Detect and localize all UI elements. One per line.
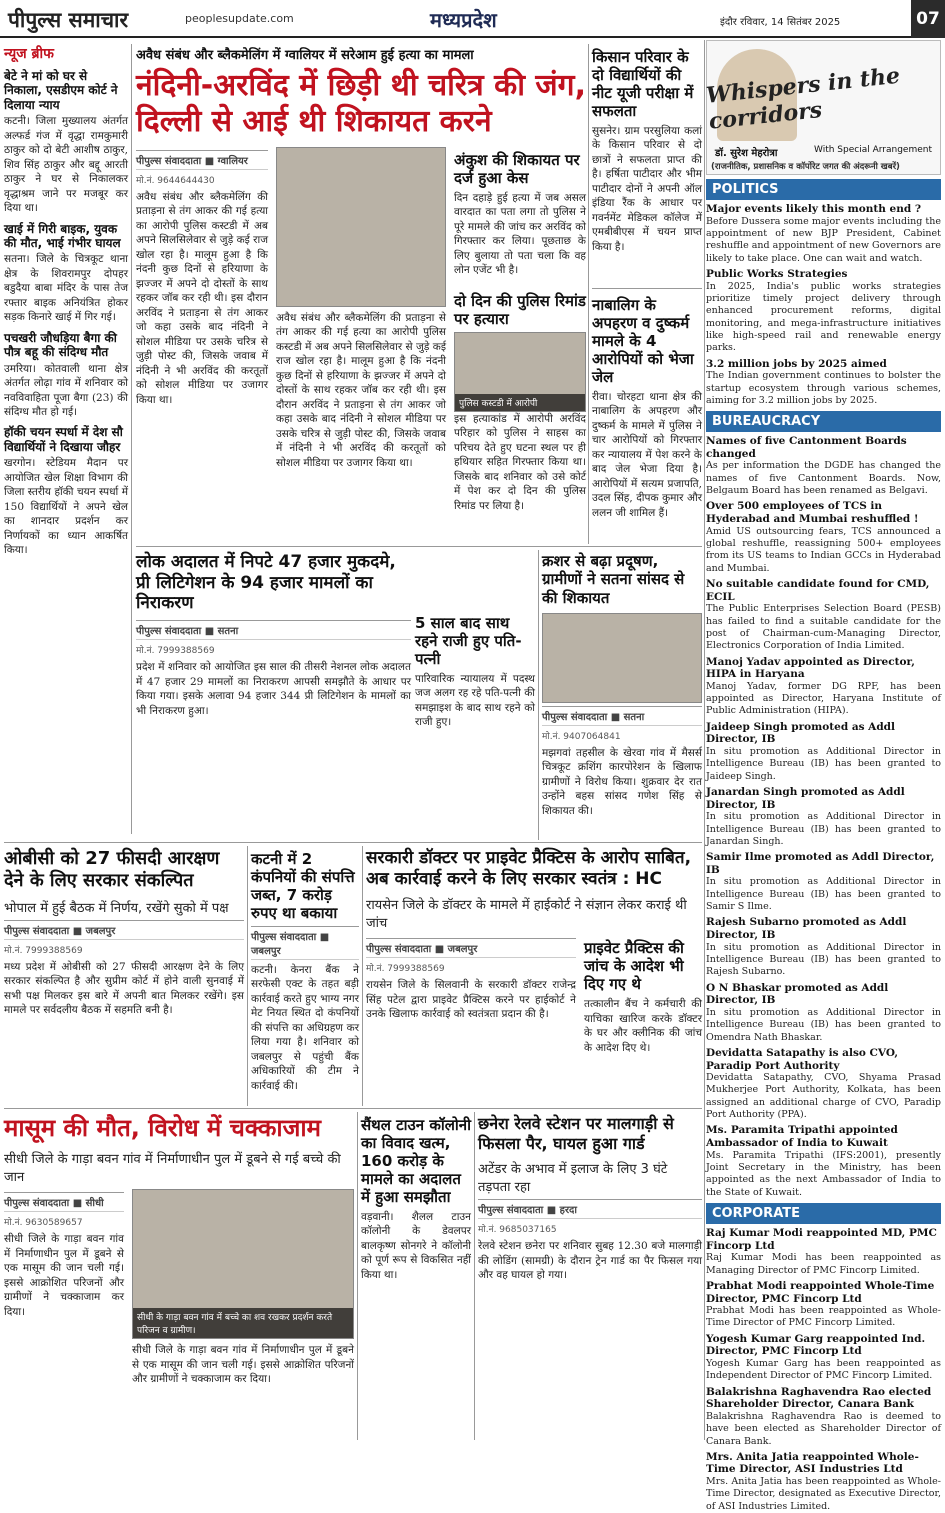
obc-headline: ओबीसी को 27 फीसदी आरक्षण देने के लिए सरकार संकल्पित — [4, 848, 220, 891]
whisper-item-text: Devidatta Satapathy, CVO, Shyama Prasad Mukherjee Port Authority, Kolkata, has been assigned an additional charge of CVO, Paradip Port Authority (PPA). — [706, 1072, 941, 1121]
whisper-item-text: Manoj Yadav, former DG RPF, has been appointed as Director, Haryana Institute of Public Administration (HIPA). — [706, 680, 941, 717]
adalat-side-title: 5 साल बाद साथ रहने राजी हुए पति-पत्नी — [415, 614, 522, 668]
protest-photo — [132, 1189, 354, 1339]
masum-story — [4, 1112, 354, 1440]
lead-side-text: दिन दहाड़े हुई हत्या में जब असल वारदात का पता लगा तो पुलिस ने पूरे मामले की जांच कर अरविंद को गिरफ्तार कर लिया। पूछताछ के लिए बुलाया तो पता चला कि वह लोन एजेंट भी है। — [454, 191, 586, 277]
columnist-name: डॉ. सुरेश मेहरोत्रा — [715, 148, 778, 159]
whisper-item-text: As per information the DGDE has changed the names of five Cantonment Boards. Now, Belgaum Board has been renamed as Belgavi. — [706, 460, 941, 497]
brief-text: उमरिया। कोतवाली थाना क्षेत्र अंतर्गत लोढ़ा गांव में शनिवार को नवविवाहिता पूजा बैगा (23) की संदिग्ध मौत हो गई। — [4, 362, 128, 418]
whisper-item-text: In situ promotion as Additional Director in Intelligence Bureau (IB) has been granted to Omendra Nath Bhaskar. — [706, 1006, 941, 1043]
section-header: CORPORATE — [706, 1203, 941, 1224]
whisper-item-title: No suitable candidate found for CMD, ECIL — [706, 578, 930, 603]
rail-headline: छनेरा रेलवे स्टेशन पर मालगाड़ी से फिसला पैर, घायल हुआ गार्ड — [478, 1114, 674, 1153]
colony-story — [361, 1112, 471, 1440]
minor-body: रीवा। चोरहटा थाना क्षेत्र की नाबालिग के अपहरण और दुष्कर्म के मामले में पुलिस ने चार आरोपियों को गिरफ्तार कर न्यायालय में पेश करने के बाद जेल भेजा दिया है। आरोपियों में सत्यम प्रजापति, उदल सिंह, दीपक कुमार और ललन जी शामिल हैं। — [592, 391, 702, 519]
whisper-item-title: Manoj Yadav appointed as Director, HIPA in Haryana — [706, 655, 915, 681]
whisper-item-text: Raj Kumar Modi has been reappointed as Managing Director of PMC Fincorp Limited. — [706, 1252, 941, 1276]
whisper-item-title: Prabhat Modi reappointed Whole-Time Director, PMC Fincorp Ltd — [706, 1279, 935, 1305]
whisper-item-title: Names of five Cantonment Boards changed — [706, 435, 907, 460]
obc-deck: भोपाल में हुई बैठक में निर्णय, रखेंगे सुको में पक्ष — [4, 900, 229, 916]
colony-body: वड़वानी। शैलल टाउन कॉलोनी के डेवलपर बालकृष्ण सोनगरे ने कॉलोनी को पूर्ण रूप से विकसित नहीं किया था। — [361, 1211, 471, 1281]
lead-body-cont: अवैध संबंध और ब्लैकमेलिंग की प्रताड़ना से तंग आकर की गई हत्या का आरोपी पुलिस कस्टडी में अब अपने सिलसिलेवार से जुड़े कई राज खोल रहा है। मालूम हुआ है कि नंदनी कुछ दिनों से हरियाणा के झज्जर में अपने दो दोस्तों के साथ रहकर जॉब कर रही थी। इस दौरान अरविंद ने प्रताड़ना से तंग आकर जो कहा उसके बाद नंदिनी ने सोशल मीडिया पर उसके चरित्र से जुड़ी पोस्ट की, जिसके जवाब में नंदिनी ने भी अरविंद की करतूतों को सोशल मीडिया पर उजागर किया था। — [276, 311, 446, 469]
adalat-side-text: पारिवारिक न्यायालय में पदस्थ जज अलग रह रहे पति-पत्नी की समझाइश के बाद साथ रहने को राजी हुए। — [415, 673, 535, 729]
whispers-brand: Whispers in the corridors — [704, 62, 902, 135]
whisper-item-title: Rajesh Subarno promoted as Addl Director, IB — [706, 916, 907, 942]
whisper-item-title: Ms. Paramita Tripathi appointed Ambassador of India to Kuwait — [706, 1124, 898, 1150]
rail-story — [478, 1112, 702, 1440]
brief-text: खरगोन। स्टेडियम मैदान पर आयोजित खेल शिक्षा विभाग की जिला स्तरीय हॉकी चयन स्पर्धा में 150 विद्यार्थियों ने अपने खेल का शानदार प्रदर्शन कर निर्णायकों का ध्यान आकर्षित किया। — [4, 457, 128, 557]
photo-caption: पुलिस कस्टडी में आरोपी — [455, 394, 585, 411]
crusher-photo — [542, 613, 702, 703]
minor-case-story — [592, 292, 702, 544]
whisper-item-text: In situ promotion as Additional Director in Intelligence Bureau (IB) has been granted to Janardan Singh. — [706, 811, 941, 847]
lead-side-title: अंकुश की शिकायत पर दर्ज हुआ केस — [454, 150, 580, 187]
whisper-item-text: Before Dussera some major events including the appointment of new BJP President, Cabinet reshuffle and appointment of new Governors are likely to take place. One can wait and watch. — [706, 215, 941, 264]
masum-deck: सीधी जिले के गाड़ा बवन गांव में निर्माणाधीन पुल में डूबने से गई बच्चे की जान — [4, 1152, 341, 1186]
rail-deck: अटेंडर के अभाव में इलाज के लिए 3 घंटे तड़पता रहा — [478, 1162, 668, 1196]
rail-body: रेलवे स्टेशन छनेरा पर शनिवार सुबह 12.30 बजे मालगाड़ी की लोडिंग (सामग्री) के दौरान ट्रेन गार्ड का पैर फिसल गया और वह घायल हो गया। — [478, 1240, 702, 1281]
katni-body: कटनी। केनरा बैंक ने सरफेसी एक्ट के तहत बड़ी कार्रवाई करते हुए भाग्य नगर मेट नियत स्थित दो कंपनियों की संपत्ति का अधिग्रहण कर लिया गया है। शनिवार को जबलपुर से पहुंची बैंक अधिकारियों की टीम ने कार्रवाई की। — [251, 964, 359, 1092]
whisper-item-text: In situ promotion as Additional Director in Intelligence Bureau (IB) has been granted to Rajesh Subarno. — [706, 941, 941, 978]
whisper-item-text: In situ promotion as Additional Director in Intelligence Bureau (IB) has been granted to Samir S Ilme. — [706, 876, 941, 913]
whisper-item-text: The Indian government continues to bolster the startup ecosystem through various schemes, aiming for 3.2 million jobs by 2025. — [706, 370, 941, 406]
adalat-body: प्रदेश में शनिवार को आयोजित इस साल की तीसरी नेशनल लोक अदालत में 47 हजार 29 मामलों का निराकरण आपसी समझौते के आधार पर किया गया। इसके अलावा 94 हजार 344 प्री लिटिगेशन के मामलों का भी निराकरण हुआ। — [136, 661, 411, 717]
whisper-item-title: Major events likely this month end ? — [706, 203, 921, 215]
lead-story — [136, 44, 586, 544]
adalat-phone: मो.नं. 7999388569 — [136, 646, 215, 657]
whisper-item-title: Over 500 employees of TCS in Hyderabad and Mumbai reshuffled ! — [706, 500, 919, 526]
hc-byline: पीपुल्स संवाददाता ■ जबलपुर — [366, 938, 576, 958]
whispers-tagline: (राजनीतिक, प्रशासनिक व कॉर्पोरेट जगत की अंदरूनी खबरें) — [711, 162, 900, 172]
brief-title: पचखरी जौधड़िया बैगा की पौत्र बहू की संदिग्ध मौत — [4, 330, 117, 360]
whispers-banner — [706, 40, 941, 175]
hc-story — [366, 846, 702, 1106]
page-number: 07 — [911, 0, 945, 38]
whisper-item-title: Mrs. Anita Jatia reappointed Whole-Time Director, ASI Industries Ltd — [706, 1450, 919, 1476]
obc-byline: पीपुल्स संवाददाता ■ जबलपुर — [4, 920, 244, 940]
katni-story — [251, 846, 359, 1106]
lead-byline: पीपुल्स संवाददाता ■ ग्वालियर — [136, 150, 268, 170]
whisper-item-text: In situ promotion as Additional Director in Intelligence Bureau (IB) has been granted to Jaideep Singh. — [706, 746, 941, 782]
hc-deck: रायसेन जिले के डॉक्टर के मामले में हाईकोर्ट ने संज्ञान लेकर कराई थी जांच — [366, 898, 687, 932]
arrangement-note: With Special Arrangement — [814, 145, 932, 155]
brief-text: कटनी। जिला मुख्यालय अंतर्गत अल्फर्ड गंज में वृद्धा रामकुमारी ठाकुर को दो बेटी आशीष ठाकुर, शिव सिंह ठाकुर और बद्दू आरती ठाकुर ने घर से निकालकर वृद्धाश्रम जाने पर मजबूर कर दिया था। — [4, 115, 128, 215]
hc-phone: मो.नं. 7999388569 — [366, 964, 445, 975]
colony-headline: सैंथल टाउन कॉलोनी का विवाद खत्म, 160 करोड़ के मामले का अदालत में हुआ समझौता — [361, 1116, 472, 1206]
lead-phone: मो.नं. 9644644430 — [136, 175, 215, 186]
whisper-item-title: Janardan Singh promoted as Addl Director, IB — [706, 786, 905, 811]
website-url[interactable]: peoplesupdate.com — [185, 12, 294, 25]
whisper-item-title: Balakrishna Raghavendra Rao elected Shareholder Director, Canara Bank — [706, 1385, 932, 1411]
adalat-headline: लोक अदालत में निपटे 47 हजार मुकदमे, प्री लिटिगेशन के 94 हजार मामलों का निराकरण — [136, 552, 396, 614]
whisper-item-title: Samir Ilme promoted as Addl Director, IB — [706, 851, 935, 876]
whisper-item-title: Raj Kumar Modi reappointed MD, PMC Fincorp Ltd — [706, 1227, 937, 1252]
briefs-label: न्यूज ब्रीफ — [4, 46, 54, 62]
whisper-item-text: Yogesh Kumar Garg has been reappointed as Independent Director of PMC Fincorp Limited. — [706, 1357, 941, 1382]
crusher-story — [542, 550, 702, 840]
whisper-item-title: Devidatta Satapathy is also CVO, Paradip Port Authority — [706, 1046, 899, 1072]
obc-phone: मो.नं. 7999388569 — [4, 945, 83, 956]
lok-adalat-story — [136, 550, 411, 840]
brief-title: बेटे ने मां को घर से निकाला, एसडीएम कोर्ट ने दिलाया न्याय — [4, 69, 118, 112]
hc-side-title: प्राइवेट प्रैक्टिस की जांच के आदेश भी दिए गए थे — [584, 939, 684, 994]
minor-headline: नाबालिग के अपहरण व दुष्कर्म मामले के 4 आरोपियों को भेजा जेल — [592, 296, 694, 386]
rail-phone: मो.नं. 9685037165 — [478, 1225, 557, 1236]
lead-headline: नंदिनी-अरविंद में छिड़ी थी चरित्र की जंग, दिल्ली से आई थी शिकायत करने — [136, 67, 586, 140]
whisper-item-text: The Public Enterprises Selection Board (PESB) has failed to find a suitable candidate for the post of Chairman-cum-Managing Director, Electronics Corporation of India Limited. — [706, 603, 941, 652]
brief-text: सतना। जिले के चित्रकूट थाना क्षेत्र के शिवरामपुर दोपहर बडुदैया बाबा मंदिर के पास तेज रफ्तार बाइक अनियंत्रित होकर सड़क किनारे खाई में गिर गई। — [4, 253, 128, 324]
crusher-headline: क्रशर से बढ़ा प्रदूषण, ग्रामीणों ने सतना सांसद से की शिकायत — [542, 552, 685, 607]
newspaper-logo: पीपुल्स समाचार — [8, 8, 129, 32]
neet-body: सुसनेर। ग्राम परसुलिया कलां के किसान परिवार से दो छात्रों ने सफलता प्राप्त की है। हर्षिता पाटीदार और भीम पाटीदार दोनों ने अपनी ऑल इंडिया रैंक के आधार पर गवर्नमेंट मेडिकल कॉलेज में एमबीबीएस में चयन प्राप्त किया है। — [592, 125, 702, 253]
obc-body: मध्य प्रदेश में ओबीसी को 27 फीसदी आरक्षण देने के लिए सरकार संकल्पित है और सुप्रीम कोर्ट में होने वाली सुनवाई में सभी पक्ष मिलकर इस बारे में अपनी बात मिलकर रखेंगे। इस मामले पर सर्वदलीय बैठक में सहमति बनी है। — [4, 960, 244, 1017]
whisper-item-title: Public Works Strategies — [706, 267, 848, 280]
whisper-item-title: O N Bhaskar promoted as Addl Director, IB — [706, 981, 889, 1007]
whisper-item-title: Jaideep Singh promoted as Addl Director, IB — [706, 720, 896, 746]
hc-side-text: तत्कालीन बैंच ने कर्मचारी की याचिका खारिज करके डॉक्टर के घर और क्लीनिक की जांच के आदेश दिए थे। — [584, 998, 702, 1054]
whisper-item-title: 3.2 million jobs by 2025 aimed — [706, 357, 887, 370]
whispers-column — [704, 40, 941, 1512]
katni-byline: पीपुल्स संवाददाता ■ जबलपुर — [251, 926, 359, 960]
masum-headline: मासूम की मौत, विरोध में चक्काजाम — [4, 1114, 321, 1142]
neet-story — [592, 44, 702, 284]
brief-title: हॉकी चयन स्पर्धा में देश सौ विद्यार्थियों ने दिखाया जौहर — [4, 425, 123, 454]
masthead — [0, 0, 945, 38]
whisper-item-text: Mrs. Anita Jatia has been reappointed as Whole-Time Director, designated as Executive Director, of ASI Industries Limited. — [706, 1476, 941, 1512]
whisper-item-title: Yogesh Kumar Garg reappointed Ind. Director, PMC Fincorp Ltd — [706, 1332, 926, 1358]
hc-headline: सरकारी डॉक्टर पर प्राइवेट प्रैक्टिस के आरोप साबित, अब कार्रवाई करने के लिए सरकार स्वतंत्र : HC — [366, 848, 692, 889]
whisper-item-text: Prabhat Modi has been reappointed as Whole-Time Director of PMC Fincorp Limited. — [706, 1305, 941, 1329]
crusher-byline: पीपुल्स संवाददाता ■ सतना — [542, 706, 702, 726]
whisper-item-text: Balakrishna Raghavendra Rao is deemed to have been elected as Shareholder Director of Canara Bank. — [706, 1410, 941, 1447]
lead-body: अवैध संबंध और ब्लैकमेलिंग की प्रताड़ना से तंग आकर की गई हत्या का आरोपी पुलिस कस्टडी में अब अपने सिलसिलेवार से जुड़े कई राज खोल रहा है। मालूम हुआ है कि नंदनी कुछ दिनों से हरियाणा के झज्जर में अपने दो दोस्तों के साथ रहकर जॉब कर रही थी। इस दौरान अरविंद ने प्रताड़ना से तंग आकर जो कहा उसके बाद नंदिनी ने सोशल मीडिया पर उसके चरित्र से जुड़ी पोस्ट की, जिसके जवाब में नंदिनी ने भी अरविंद की करतूतों को सोशल मीडिया पर उजागर किया था। — [136, 190, 268, 406]
lead-photo — [276, 147, 446, 307]
crusher-body: मझगवां तहसील के खेरवा गांव में मैसर्स चित्रकूट क्रशिंग कारपोरेशन के खिलाफ ग्रामीणों ने विरोध किया। शुक्रवार देर रात उन्होंने बहस सांसद गणेश सिंह से शिकायत की। — [542, 746, 702, 817]
whispers-sections — [706, 179, 941, 1513]
whisper-item-text: In 2025, India's public works strategies prioritize timely project delivery through enhanced procurement reforms, digital monitoring, and mega-infrastructure initiatives like high-speed rail and renewable energy parks. — [706, 280, 941, 354]
adalat-side — [415, 610, 535, 840]
katni-headline: कटनी में 2 कंपनियों की संपत्ति जब्त, 7 करोड़ रुपए था बकाया — [251, 850, 355, 922]
rail-byline: पीपुल्स संवाददाता ■ हरदा — [478, 1199, 702, 1219]
masum-body-cont: सीधी जिले के गाड़ा बवन गांव में निर्माणाधीन पुल में डूबने से एक मासूम की जान चली गई। इससे आक्रोशित परिजनों और ग्रामीणों ने चक्काजाम कर दिया। — [132, 1344, 354, 1386]
protest-photo-caption: सीधी के गाड़ा बवन गांव में बच्चे का शव रखकर प्रदर्शन करते परिजन व ग्रामीण। — [133, 1308, 353, 1338]
masum-byline: पीपुल्स संवाददाता ■ सीधी — [4, 1192, 124, 1212]
section-header: POLITICS — [706, 179, 941, 200]
neet-headline: किसान परिवार के दो विद्यार्थियों की नीट यूजी परीक्षा में सफलता — [592, 48, 694, 120]
masum-body: सीधी जिले के गाड़ा बवन गांव में निर्माणाधीन पुल में डूबने से एक मासूम की जान चली गई। इससे आक्रोशित परिजनों और ग्रामीणों ने चक्काजाम कर दिया। — [4, 1233, 124, 1318]
lead-kicker: अवैध संबंध और ब्लैकमेलिंग में ग्वालियर में सरेआम हुई हत्या का मामला — [136, 48, 474, 63]
whisper-item-text: Amid US outsourcing fears, TCS announced a global reshuffle, reassigning 500+ employees from its US teams to Indian GCCs in Hyderabad and Mumbai. — [706, 525, 941, 574]
masum-phone: मो.नं. 9630589657 — [4, 1218, 83, 1229]
section-header: BUREAUCRACY — [706, 411, 941, 432]
lead-sub-title: दो दिन की पुलिस रिमांड पर हत्यारा — [454, 291, 586, 328]
accused-photo — [454, 332, 586, 412]
hc-body: रायसेन जिले के सिलवानी के सरकारी डॉक्टर राजेन्द्र सिंह पटेल द्वारा प्राइवेट प्रैक्टिस करने पर हाईकोर्ट ने उनके खिलाफ कार्रवाई को स्वतंत्रता प्रदान की है। — [366, 979, 576, 1021]
obc-story — [4, 846, 244, 1106]
section-title: मध्यप्रदेश — [430, 8, 497, 32]
issue-date: इंदौर रविवार, 14 सितंबर 2025 — [720, 17, 841, 28]
lead-sub-text: इस हत्याकांड में आरोपी अरविंद परिहार को पुलिस ने साहस का परिचय देते हुए घटना स्थल पर ही हथियार सहित गिरफ्तार किया था। जिसके बाद शनिवार को उसे कोर्ट में पेश कर दो दिन की पुलिस रिमांड पर लिया है। — [454, 412, 586, 512]
brief-title: खाई में गिरी बाइक, युवक की मौत, भाई गंभीर घायल — [4, 221, 121, 250]
whisper-item-text: Ms. Paramita Tripathi (IFS:2001), presently Joint Secretary in the Ministry, has been appointed as the next Ambassador of India to the State of Kuwait. — [706, 1149, 941, 1198]
crusher-phone: मो.नं. 9407064841 — [542, 731, 621, 742]
adalat-byline: पीपुल्स संवाददाता ■ सतना — [136, 620, 411, 640]
